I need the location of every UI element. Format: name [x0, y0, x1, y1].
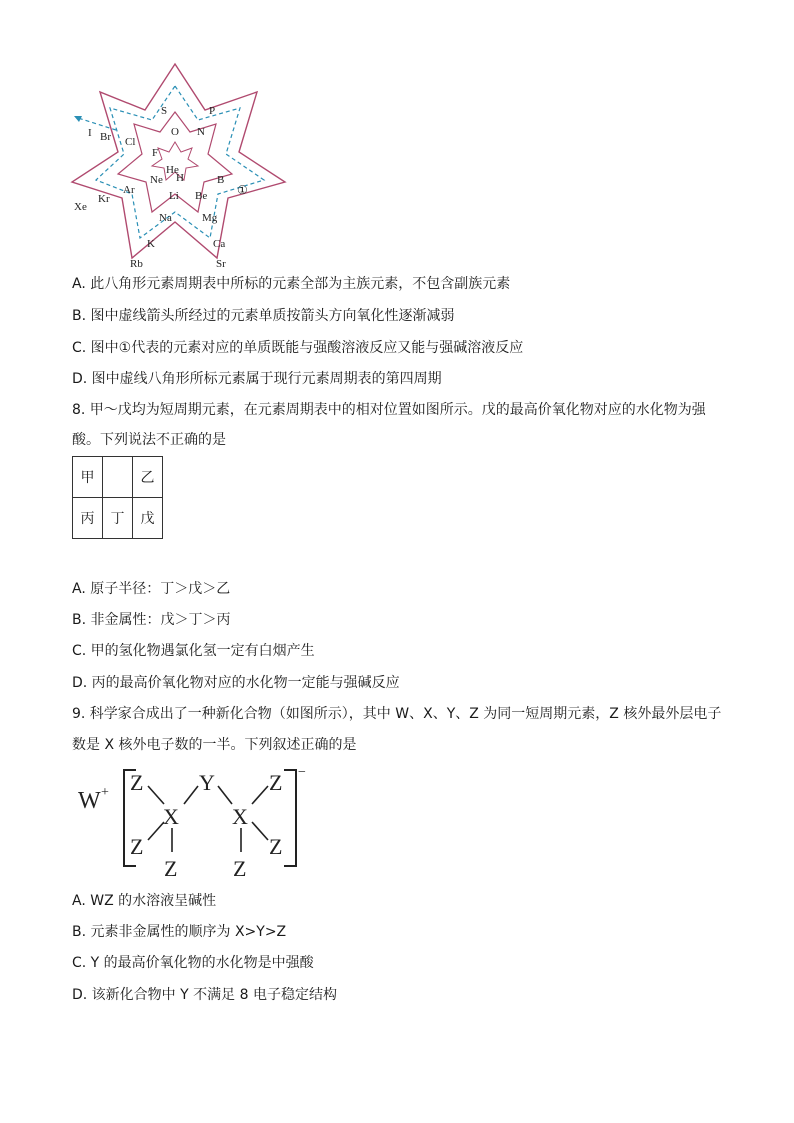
q9-option-a: A. WZ 的水溶液呈碱性	[72, 893, 217, 909]
q8-position-table	[72, 456, 163, 539]
q8-option-b: B. 非金属性：戊＞丁＞丙	[72, 612, 231, 628]
q8-option-c: C. 甲的氢化物遇氯化氢一定有白烟产生	[72, 643, 315, 659]
marker-1: ①	[237, 183, 248, 197]
q9-option-d: D. 该新化合物中 Y 不满足 8 电子稳定结构	[72, 987, 337, 1003]
q9-stem-line1: 9. 科学家合成出了一种新化合物（如图所示），其中 W、X、Y、Z 为同一短周期元素，Z 核外最外层电子	[72, 706, 722, 722]
y-atom: Y	[199, 770, 215, 795]
z-top-right: Z	[269, 770, 283, 795]
q7-option-c: C. 图中①代表的元素对应的单质既能与强酸溶液反应又能与强碱溶液反应	[72, 340, 524, 356]
z-bottom-left: Z	[164, 856, 178, 880]
q7-option-d: D. 图中虚线八角形所标元素属于现行元素周期表的第四周期	[72, 371, 442, 387]
el-Ne: Ne	[150, 174, 163, 186]
q9-stem-line2: 数是 X 核外电子数的一半。下列叙述正确的是	[72, 737, 357, 753]
el-Na: Na	[159, 212, 172, 224]
q7-option-a: A. 此八角形元素周期表中所标的元素全部为主族元素，不包含副族元素	[72, 276, 511, 292]
q9-option-b: B. 元素非金属性的顺序为 X>Y>Z	[72, 924, 287, 940]
z-top-left: Z	[130, 770, 144, 795]
z-mid-right: Z	[269, 834, 283, 859]
el-I: I	[88, 127, 92, 139]
el-N: N	[197, 126, 205, 138]
el-Ar: Ar	[123, 184, 135, 196]
cell-jia: 甲	[73, 457, 103, 498]
cell-yi: 乙	[133, 457, 163, 498]
charge-minus: −	[298, 765, 306, 780]
cell-empty	[103, 457, 133, 498]
outer-star-outline	[72, 64, 285, 258]
el-Ca: Ca	[213, 238, 226, 250]
el-Li: Li	[169, 190, 179, 202]
el-Mg: Mg	[202, 212, 218, 224]
q8-option-a: A. 原子半径：丁＞戊＞乙	[72, 581, 231, 597]
el-S: S	[161, 105, 168, 117]
cell-bing: 丙	[73, 498, 103, 539]
el-O: O	[171, 126, 179, 138]
q7-option-b: B. 图中虚线箭头所经过的元素单质按箭头方向氧化性逐渐减弱	[72, 308, 455, 324]
w-atom: W	[78, 788, 101, 814]
el-Be: Be	[195, 190, 208, 202]
q8-option-d: D. 丙的最高价氧化物对应的水化物一定能与强碱反应	[72, 675, 400, 691]
x-right: X	[232, 804, 248, 829]
x-left: X	[163, 804, 179, 829]
el-Br: Br	[100, 131, 111, 143]
w-plus: +	[101, 785, 109, 800]
dashed-star	[96, 86, 264, 238]
el-P: P	[209, 105, 216, 117]
el-Rb: Rb	[130, 258, 143, 270]
el-Sr: Sr	[216, 258, 226, 270]
el-K: K	[147, 238, 155, 250]
el-Cl: Cl	[125, 136, 136, 148]
el-He: He	[166, 164, 179, 176]
q8-stem-line1: 8. 甲～戊均为短周期元素，在元素周期表中的相对位置如图所示。戊的最高价氧化物对应的水化物为强	[72, 402, 706, 418]
el-B: B	[217, 174, 225, 186]
q8-stem-line2: 酸。下列说法不正确的是	[72, 432, 226, 448]
cell-wu: 戊	[133, 498, 163, 539]
el-F: F	[152, 147, 159, 159]
right-bracket	[284, 770, 296, 866]
z-bottom-right: Z	[233, 856, 247, 880]
el-Xe: Xe	[74, 201, 87, 213]
z-mid-left: Z	[130, 834, 144, 859]
q9-structure-diagram	[74, 764, 314, 880]
el-H: H	[176, 172, 184, 184]
octagram-periodic-table	[70, 62, 330, 272]
cell-ding: 丁	[103, 498, 133, 539]
q9-option-c: C. Y 的最高价氧化物的水化物是中强酸	[72, 955, 314, 971]
el-Kr: Kr	[98, 193, 110, 205]
